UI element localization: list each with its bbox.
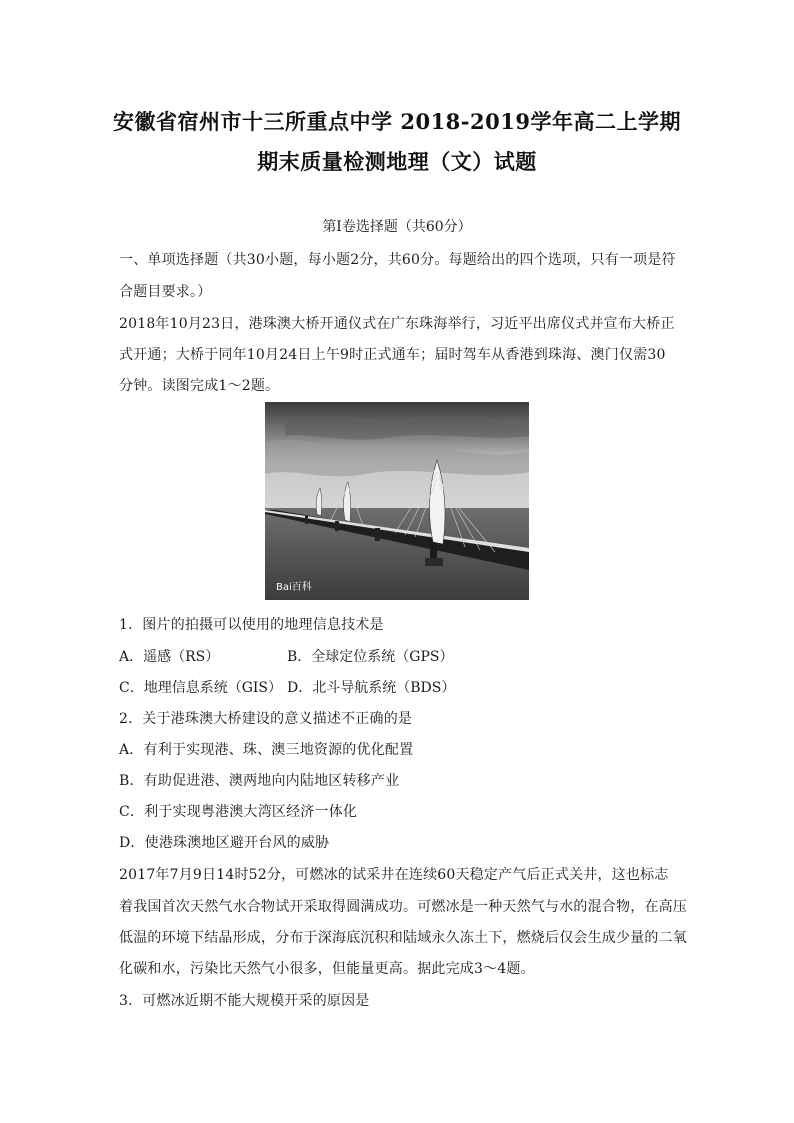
passage2-line-3: 低温的环境下结晶形成，分布于深海底沉积和陆域永久冻土下，燃烧后仅会生成少量的二氧 <box>119 930 687 946</box>
document-title-line-2: 期末质量检测地理（文）试题 <box>257 149 537 174</box>
passage1-line-3: 分钟。读图完成1～2题。 <box>119 378 280 394</box>
photo-watermark: Bai百科 <box>276 582 312 593</box>
passage1-line-2: 式开通；大桥于同年10月24日上午9时正式通车；届时驾车从香港到珠海、澳门仅需30 <box>119 347 666 363</box>
passage2-line-4: 化碳和水，污染比天然气小很多，但能量更高。据此完成3～4题。 <box>119 961 535 977</box>
q3-stem: 3．可燃冰近期不能大规模开采的原因是 <box>119 993 370 1009</box>
q2-option-c: C．利于实现粤港澳大湾区经济一体化 <box>119 804 358 820</box>
document-title-line-1: 安徽省宿州市十三所重点中学 2018-2019学年高二上学期 <box>113 109 681 134</box>
q1-option-a: A．遥感（RS） <box>119 649 220 665</box>
instructions-line-1: 一、单项选择题（共30小题，每小题2分，共60分。每题给出的四个选项，只有一项是符 <box>119 252 676 268</box>
q2-option-a: A．有利于实现港、珠、澳三地资源的优化配置 <box>119 742 414 758</box>
q1-stem: 1．图片的拍摄可以使用的地理信息技术是 <box>119 617 384 633</box>
q1-option-d: D．北斗导航系统（BDS） <box>287 680 456 696</box>
q1-options-row-1 <box>119 646 453 666</box>
bridge-photo-icon <box>265 402 529 600</box>
passage2-line-2: 着我国首次天然气水合物试开采取得圆满成功。可燃冰是一种天然气与水的混合物，在高压 <box>119 899 687 915</box>
passage1-line-1: 2018年10月23日，港珠澳大桥开通仪式在广东珠海举行，习近平出席仪式并宣布大桥正 <box>119 316 675 332</box>
instructions-line-2: 合题目要求。） <box>119 284 212 300</box>
q2-option-b: B．有助促进港、澳两地向内陆地区转移产业 <box>119 773 400 789</box>
q2-stem: 2．关于港珠澳大桥建设的意义描述不正确的是 <box>119 711 413 727</box>
section-title: 第Ⅰ卷选择题（共60分） <box>322 219 472 235</box>
q1-option-c: C．地理信息系统（GIS） <box>119 680 283 696</box>
q2-option-d: D．使港珠澳地区避开台风的威胁 <box>119 835 330 851</box>
q1-options-row-2 <box>119 677 455 697</box>
bridge-photo <box>265 402 529 600</box>
passage2-line-1: 2017年7月9日14时52分，可燃冰的试采井在连续60天稳定产气后正式关井，这也标志 <box>119 867 669 883</box>
q1-option-b: B．全球定位系统（GPS） <box>287 649 454 665</box>
